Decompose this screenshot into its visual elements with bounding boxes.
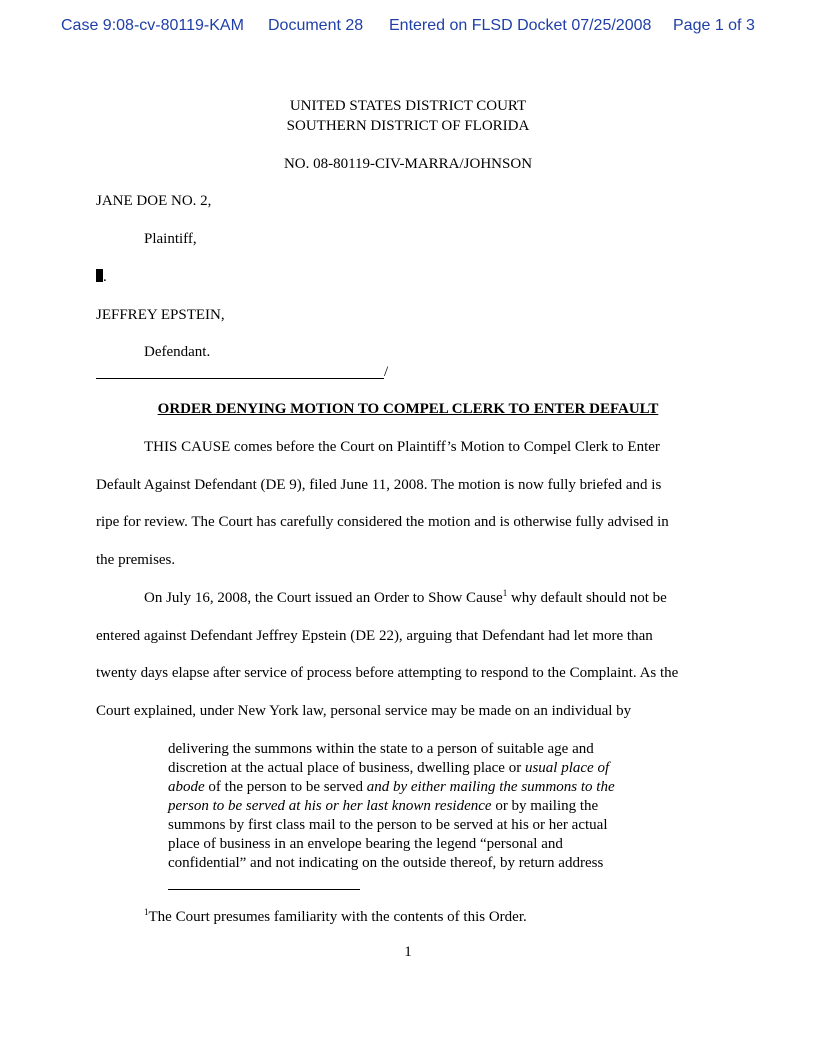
body-line: THIS CAUSE comes before the Court on Plaintiff’s Motion to Compel Clerk to Enter [144, 439, 660, 455]
defendant-role: Defendant. [144, 344, 211, 360]
body-line: entered against Defendant Jeffrey Epstein (DE 22), arguing that Defendant had let more than [96, 628, 653, 644]
body-line: twenty days elapse after service of process before attempting to respond to the Complaint. As the [96, 665, 679, 681]
quote-text: of the person to be served [204, 779, 367, 795]
quote-line [168, 778, 658, 797]
footnote-reference: 1 [502, 588, 508, 598]
footnote [144, 908, 527, 926]
body-text: why default should not be [507, 590, 667, 606]
body-text: On July 16, 2008, the Court issued an Order to Show Cause [144, 590, 503, 606]
docket-entered-date: Entered on FLSD Docket 07/25/2008 [389, 17, 652, 34]
quote-italic: abode [168, 779, 205, 795]
quote-italic: and by either mailing the summons to the [366, 779, 615, 795]
quote-text: discretion at the actual place of business, dwelling place or [168, 760, 525, 776]
block-quote [168, 740, 658, 873]
quote-italic: person to be served at his or her last known residence [168, 798, 492, 814]
quote-line [168, 797, 658, 816]
body-line: Court explained, under New York law, personal service may be made on an individual by [96, 703, 632, 719]
quote-line: summons by first class mail to the person to be served at his or her actual [168, 817, 608, 833]
versus-suffix: . [103, 269, 107, 285]
versus-line [96, 268, 107, 286]
plaintiff-name: JANE DOE NO. 2, [96, 193, 212, 209]
quote-line [168, 759, 658, 778]
page-number: 1 [404, 944, 412, 960]
footnote-mark: 1 [144, 907, 149, 917]
body-line-with-footnote [144, 589, 667, 607]
court-district: SOUTHERN DISTRICT OF FLORIDA [286, 118, 530, 134]
order-title: ORDER DENYING MOTION TO COMPEL CLERK TO ENTER DEFAULT [157, 401, 659, 417]
quote-italic: usual place of [524, 760, 610, 776]
caption-slash: / [384, 364, 389, 380]
footnote-separator [168, 889, 360, 890]
body-line: Default Against Defendant (DE 9), filed June 11, 2008. The motion is now fully briefed and is [96, 477, 662, 493]
plaintiff-role: Plaintiff, [144, 231, 197, 247]
footnote-text: The Court presumes familiarity with the contents of this Order. [148, 909, 527, 925]
defendant-name: JEFFREY EPSTEIN, [96, 307, 225, 323]
redaction-block [96, 269, 103, 282]
caption-rule [96, 378, 384, 379]
body-line: the premises. [96, 552, 176, 568]
court-name: UNITED STATES DISTRICT COURT [289, 98, 527, 114]
docket-page-count: Page 1 of 3 [673, 17, 755, 34]
case-number: NO. 08-80119-CIV-MARRA/JOHNSON [283, 156, 533, 172]
quote-line: confidential” and not indicating on the outside thereof, by return address [168, 855, 604, 871]
quote-line: place of business in an envelope bearing the legend “personal and [168, 836, 563, 852]
body-line: ripe for review. The Court has carefully considered the motion and is otherwise fully advised in [96, 514, 669, 530]
docket-document-number: Document 28 [268, 17, 364, 34]
quote-text: or by mailing the [491, 798, 599, 814]
docket-case-number: Case 9:08-cv-80119-KAM [61, 17, 244, 34]
quote-line: delivering the summons within the state to a person of suitable age and [168, 741, 594, 757]
